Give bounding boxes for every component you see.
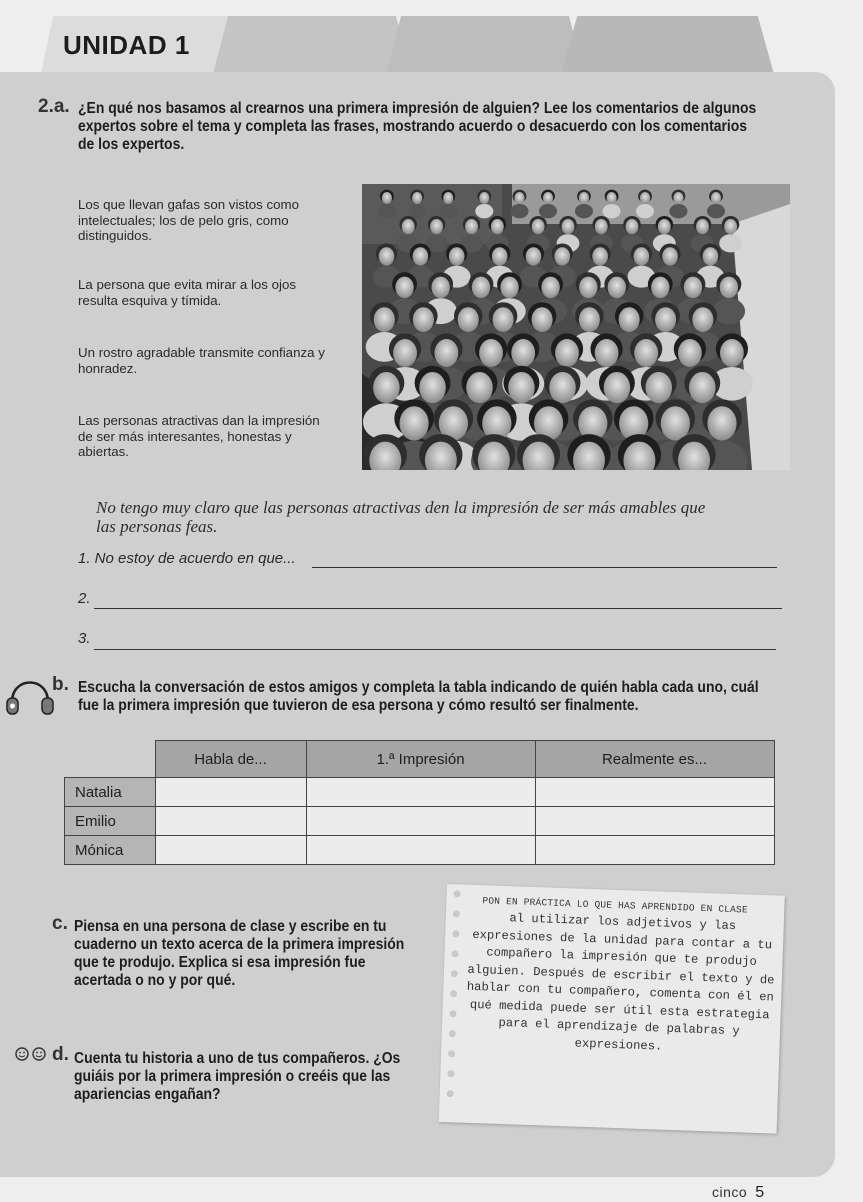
row-name: Mónica — [65, 836, 156, 865]
table-row — [65, 807, 775, 836]
crowd-photo-graphic — [362, 184, 790, 470]
tip-note-body: al utilizar los adjetivos y las expresiones de la unidad para contar a tu compañero la impresión que te produjo alguien. Después de escribir el texto y de hablar con tu compañero, comenta con él en qué medida puede ser útil esta estrategia para el aprendizaje de palabras y expresiones. — [466, 911, 775, 1054]
table-cell[interactable] — [306, 807, 535, 836]
page-word: cinco — [712, 1184, 748, 1200]
page-number — [712, 1184, 765, 1202]
table-cell[interactable] — [155, 836, 306, 865]
answer-line[interactable] — [94, 649, 776, 650]
expert-comment: La persona que evita mirar a los ojos resulta esquiva y tímida. — [78, 277, 297, 308]
table-cell[interactable] — [535, 836, 774, 865]
tip-note — [439, 884, 785, 1134]
answer-line[interactable] — [94, 608, 782, 609]
column-header: Habla de... — [155, 741, 306, 778]
unit-title: UNIDAD 1 — [63, 30, 190, 60]
listening-table — [64, 740, 775, 865]
answer-line[interactable] — [312, 567, 777, 568]
tip-note-title: PON EN PRÁCTICA LO QUE HAS APRENDIDO EN CLASE — [482, 895, 749, 916]
table-cell[interactable] — [306, 836, 535, 865]
table-cell[interactable] — [535, 807, 774, 836]
section-tab — [385, 16, 585, 78]
answer-line-label: 1. No estoy de acuerdo en que... — [78, 550, 296, 567]
exercise-text: Piensa en una persona de clase y escribe en tu cuaderno un texto acerca de la primera impresión que te produjo. Explica si esa impresión fue acertada o no y por qué. — [74, 918, 405, 989]
answer-line-label: 2. — [78, 590, 91, 607]
exercise-letter: b. — [52, 674, 69, 695]
headphones-icon — [6, 668, 54, 720]
page-digit: 5 — [755, 1184, 765, 1201]
example-sentence: No tengo muy claro que las personas atractivas den la impresión de ser más amables que las personas feas. — [96, 498, 706, 536]
table-cell[interactable] — [155, 778, 306, 807]
crowd-photo — [362, 184, 790, 470]
exercise-number: 2.a. — [38, 96, 70, 117]
column-header: Realmente es... — [535, 741, 774, 778]
exercise-letter: d. — [52, 1044, 69, 1065]
table-row — [65, 778, 775, 807]
exercise-letter: c. — [52, 913, 68, 934]
section-tab — [212, 16, 412, 78]
table-row — [65, 836, 775, 865]
row-name: Natalia — [65, 778, 156, 807]
pair-work-icon — [14, 1046, 48, 1062]
exercise-instruction: Escucha la conversación de estos amigos y completa la tabla indicando de quién habla cada uno, cuál fue la primera impresión que tuvieron de esa persona y cómo resultó ser finalmente. — [78, 679, 759, 714]
expert-comment: Un rostro agradable transmite confianza y honradez. — [78, 345, 325, 376]
table-cell[interactable] — [306, 778, 535, 807]
exercise-text: Cuenta tu historia a uno de tus compañeros. ¿Os guiáis por la primera impresión o creéis que las apariencias engañan? — [74, 1050, 401, 1103]
expert-comment: Los que llevan gafas son vistos como intelectuales; los de pelo gris, como distinguidos. — [78, 197, 300, 243]
row-name: Emilio — [65, 807, 156, 836]
answer-line-label: 3. — [78, 630, 91, 647]
table-cell[interactable] — [535, 778, 774, 807]
column-header: 1.ª Impresión — [306, 741, 535, 778]
section-tab — [560, 16, 775, 78]
exercise-instruction: ¿En qué nos basamos al crearnos una primera impresión de alguien? Lee los comentarios de algunos expertos sobre el tema y completa las frases, mostrando acuerdo o desacuerdo con los comentarios de los expertos. — [78, 100, 757, 153]
expert-comment: Las personas atractivas dan la impresión de ser más interesantes, honestas y abiertas. — [78, 413, 320, 459]
table-cell[interactable] — [155, 807, 306, 836]
